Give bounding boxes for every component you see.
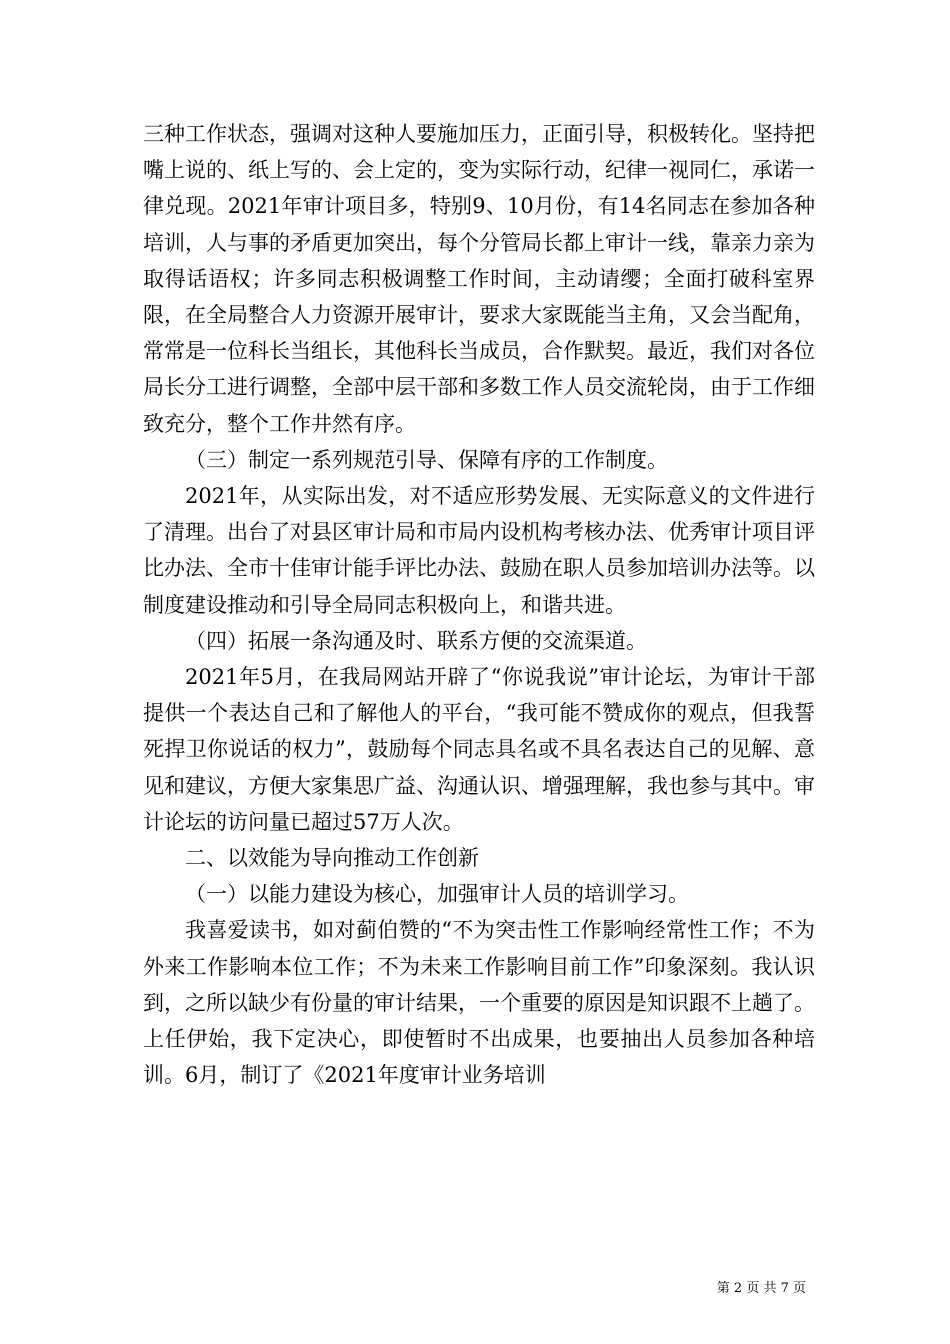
heading-section-four: （四）拓展一条沟通及时、联系方便的交流渠道。 — [185, 628, 647, 653]
heading-part-two: 二、以效能为导向推动工作创新 — [185, 846, 479, 871]
heading-section-three: （三）制定一系列规范引导、保障有序的工作制度。 — [185, 447, 668, 472]
paragraph-reading-training: 我喜爱读书，如对蓟伯赞的“不为突击性工作影响经常性工作；不为外来工作影响本位工作；不为未来工作影响目前工作”印象深刻。我认识到，之所以缺少有份量的审计结果，一个重要的原因是知识跟不上趟了。上任伊始，我下定决心，即使暂时不出成果，也要抽出人员参加各种培训。6月，制订了《2021年度审计业务培训 — [143, 918, 815, 1088]
paragraph-audit-forum: 2021年5月，在我局网站开辟了“你说我说”审计论坛，为审计干部提供一个表达自己和了解他人的平台，“我可能不赞成你的观点，但我誓死捍卫你说话的权力”，鼓励每个同志具名或不具名表达自己的见解、意见和建议，方便大家集思广益、沟通认识、增强理解，我也参与其中。审计论坛的访问量已超过57万人次。 — [143, 665, 815, 834]
paragraph-work-status: 三种工作状态，强调对这种人要施加压力，正面引导，积极转化。坚持把嘴上说的、纸上写的、会上定的，变为实际行动，纪律一视同仁，承诺一律兑现。2021年审计项目多，特别9、10月份，有14名同志在参加各种培训，人与事的矛盾更加突出，每个分管局长都上审计一线，靠亲力亲为取得话语权；许多同志积极调整工作时间，主动请缨；全面打破科室界限，在全局整合人力资源开展审计，要求大家既能当主角，又会当配角，常常是一位科长当组长，其他科长当成员，合作默契。最近，我们对各位局长分工进行调整，全部中层干部和多数工作人员交流轮岗，由于工作细致充分，整个工作井然有序。 — [143, 122, 815, 436]
page-number-footer: 第 2 页 共 7 页 — [716, 1281, 806, 1296]
document-body — [143, 116, 815, 1093]
heading-subsection-one: （一）以能力建设为核心，加强审计人员的培训学习。 — [185, 882, 689, 907]
paragraph-system-cleanup: 2021年，从实际出发，对不适应形势发展、无实际意义的文件进行了清理。出台了对县区审计局和市局内设机构考核办法、优秀审计项目评比办法、全市十佳审计能手评比办法、鼓励在职人员参加培训办法等。以制度建设推动和引导全局同志积极向上，和谐共进。 — [143, 484, 815, 617]
